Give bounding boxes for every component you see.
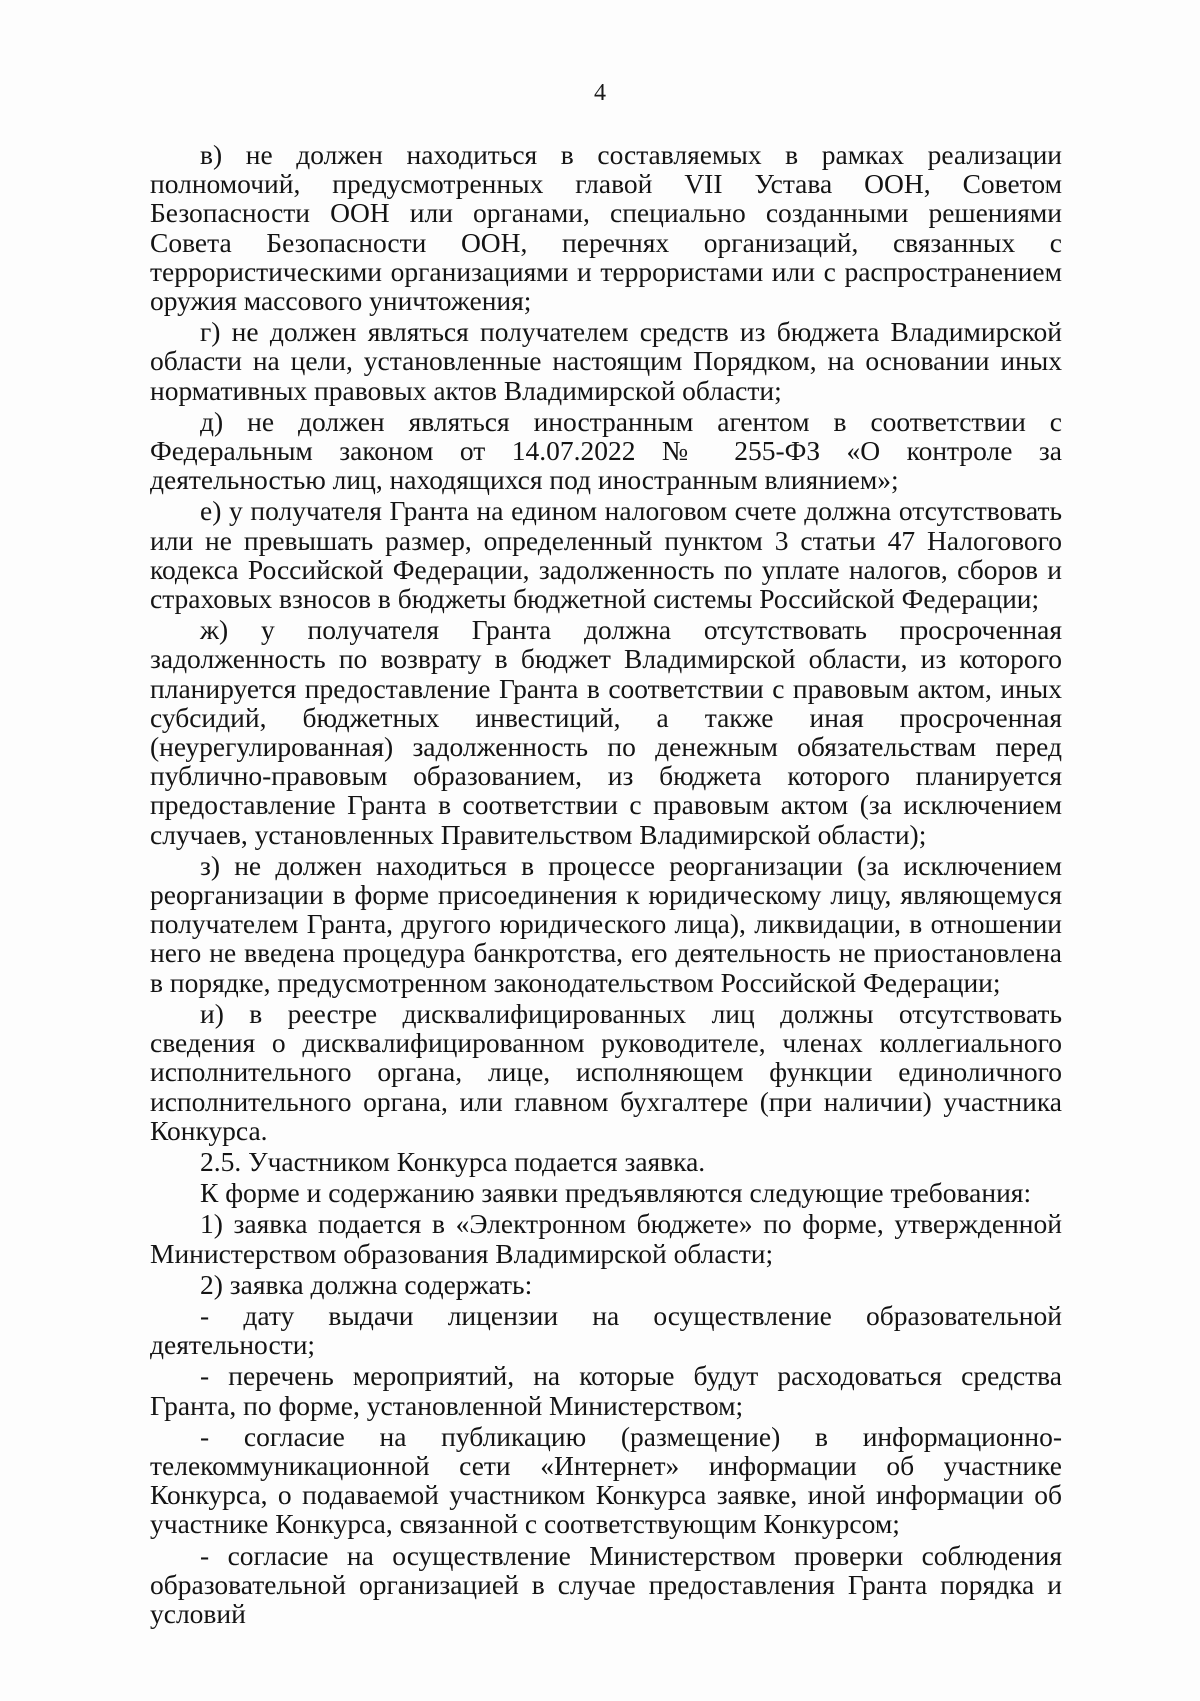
- bullet-license-date: - дату выдачи лицензии на осуществление образовательной деятельности;: [150, 1299, 1062, 1361]
- paragraph-e: е) у получателя Гранта на едином налоговом счете должна отсутствовать или не превышать размер, определенный пунктом 3 статьи 47 Налогового кодекса Российской Федерации, задолженность по уплате налогов, сборов и страховых взносов в бюджеты бюджетной системы Российской Федерации;: [150, 495, 1062, 615]
- document-body: [150, 140, 1062, 1628]
- paragraph-i: и) в реестре дисквалифицированных лиц должны отсутствовать сведения о дисквалифицированном руководителе, членах коллегиального исполнительного органа, лице, исполняющем функции единоличного исполнительного органа, или главном бухгалтере (при наличии) участника Конкурса.: [150, 997, 1062, 1146]
- paragraph-requirements-intro: К форме и содержанию заявки предъявляются следующие требования:: [200, 1177, 1032, 1209]
- bullet-activities-list: - перечень мероприятий, на которые будут расходоваться средства Гранта, по форме, установленной Министерством;: [150, 1360, 1062, 1421]
- list-item-2: 2) заявка должна содержать:: [200, 1268, 533, 1300]
- bullet-publication-consent: - согласие на публикацию (размещение) в информационно-телекоммуникационной сети «Интернет» информации об участнике Конкурса, о подаваемой участником Конкурса заявке, иной информации об участнике Конкурса, связанной с соответствующим Конкурсом;: [150, 1420, 1062, 1540]
- bullet-inspection-consent: - согласие на осуществление Министерством проверки соблюдения образовательной организацией в случае предоставления Гранта порядка и условий: [150, 1539, 1062, 1629]
- paragraph-v: в) не должен находиться в составляемых в рамках реализации полномочий, предусмотренных главой VII Устава ООН, Советом Безопасности ООН или органами, специально созданными решениями Совета Безопасности ООН, перечнях организаций, связанных с террористическими организациями и террористами или с распространением оружия массового уничтожения;: [150, 139, 1062, 317]
- paragraph-z: з) не должен находиться в процессе реорганизации (за исключением реорганизации в форме присоединения к юридическому лицу, являющемуся получателем Гранта, другого юридического лица), ликвидации, в отношении него не введена процедура банкротства, его деятельность не приостановлена в порядке, предусмотренном законодательством Российской Федерации;: [150, 849, 1062, 998]
- paragraph-2-5: 2.5. Участником Конкурса подается заявка.: [200, 1145, 706, 1177]
- paragraph-zh: ж) у получателя Гранта должна отсутствовать просроченная задолженность по возврату в бюджет Владимирской области, из которого планируется предоставление Гранта в соответствии с правовым актом, иных субсидий, бюджетных инвестиций, а также иная просроченная (неурегулированная) задолженность по денежным обязательствам перед публично-правовым образованием, из бюджета которого планируется предоставление Гранта в соответствии с правовым актом (за исключением случаев, установленных Правительством Владимирской области);: [150, 614, 1062, 850]
- list-item-1: 1) заявка подается в «Электронном бюджете» по форме, утвержденной Министерством образования Владимирской области;: [150, 1208, 1062, 1269]
- paragraph-g: г) не должен являться получателем средств из бюджета Владимирской области на цели, установленные настоящим Порядком, на основании иных нормативных правовых актов Владимирской области;: [150, 316, 1062, 406]
- paragraph-d: д) не должен являться иностранным агентом в соответствии с Федеральным законом от 14.07.2022 № 255-ФЗ «О контроле за деятельностью лиц, находящихся под иностранным влиянием»;: [150, 405, 1062, 496]
- page-number: 4: [594, 80, 606, 106]
